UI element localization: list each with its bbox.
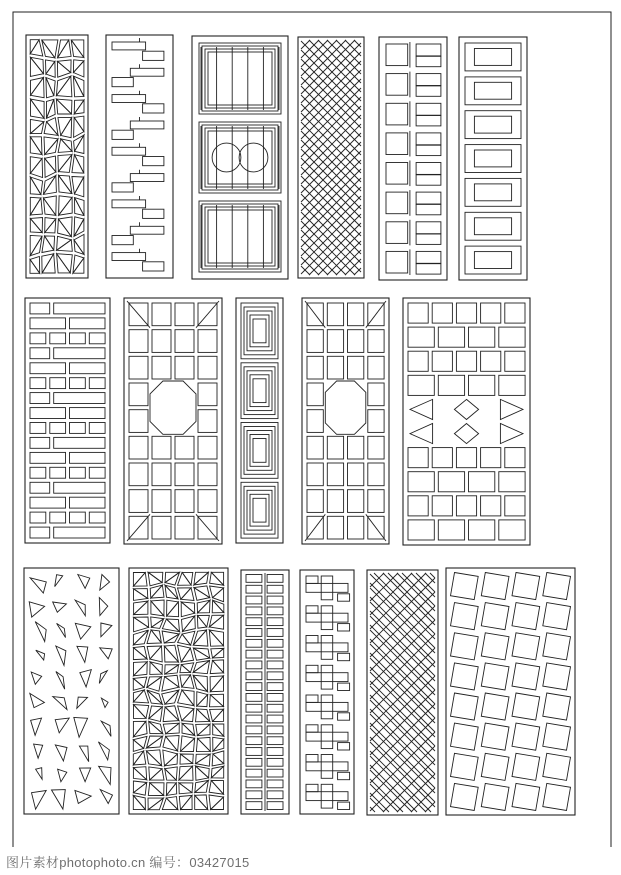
panel-concentric-frames-pattern: [241, 303, 278, 538]
panel-triangle-scatter-pattern: [29, 575, 112, 810]
panel-dense-cracked-ice: [129, 568, 228, 814]
panel-fretwork-medallion-frame: [192, 36, 288, 279]
watermark-bar: [0, 847, 621, 875]
middle-row: [25, 298, 530, 545]
panel-triangle-scatter: [24, 568, 119, 814]
panel-dense-cracked-ice-pattern: [133, 572, 224, 809]
panel-octagon-lattice-alt: [302, 298, 389, 544]
panel-pinwheel-squares: [446, 568, 575, 815]
panel-diagonal-swastika-fret-pattern: [370, 573, 435, 812]
panel-meander-pattern: [112, 38, 164, 271]
panel-narrow-fret: [241, 570, 289, 814]
panel-chevron-grid-pattern: [408, 303, 525, 540]
panel-octagon-lattice-alt-pattern: [305, 301, 386, 541]
panel-fretwork-medallion-pattern: [199, 43, 281, 272]
panel-nested-rectangles-frame: [459, 37, 527, 280]
bottom-row: [24, 568, 575, 815]
panel-block-grid: [25, 298, 110, 543]
panel-octagon-lattice-frame: [124, 298, 222, 544]
panel-pinwheel-squares-frame: [446, 568, 575, 815]
panel-group: [24, 35, 575, 815]
sheet-border: [13, 12, 611, 864]
panel-octagon-lattice-pattern: [127, 301, 219, 541]
panel-narrow-fret-pattern: [246, 573, 283, 811]
panel-meander: [106, 35, 173, 278]
panel-diagonal-swastika-fret: [367, 570, 438, 815]
panel-cracked-ice-pattern: [30, 40, 84, 274]
panel-chevron-grid: [403, 298, 530, 545]
panel-cross-fret-frame: [300, 570, 354, 814]
panel-diagonal-lattice: [298, 37, 364, 278]
top-row: [26, 35, 527, 280]
panel-cracked-ice: [26, 35, 88, 278]
panel-nested-rectangles: [459, 37, 527, 280]
panel-cross-fret: [300, 570, 354, 814]
panel-chevron-grid-frame: [403, 298, 530, 545]
panel-concentric-frames-frame: [236, 298, 283, 543]
panel-block-grid-pattern: [30, 303, 105, 538]
panel-block-grid-frame: [25, 298, 110, 543]
panel-nested-rectangles-pattern: [465, 43, 521, 274]
panel-fretwork-medallion: [192, 36, 288, 279]
panel-octagon-lattice-alt-frame: [302, 298, 389, 544]
panel-cross-fret-pattern: [306, 576, 350, 810]
panel-concentric-frames: [236, 298, 283, 543]
panel-pinwheel-squares-pattern: [451, 573, 571, 811]
panel-diagonal-lattice-pattern: [301, 40, 361, 275]
watermark-text: 图片素材photophoto.cn 编号：03427015: [6, 855, 250, 870]
panel-octagon-lattice: [124, 298, 222, 544]
panel-key-fret: [379, 37, 447, 280]
panel-key-fret-pattern: [386, 42, 441, 275]
